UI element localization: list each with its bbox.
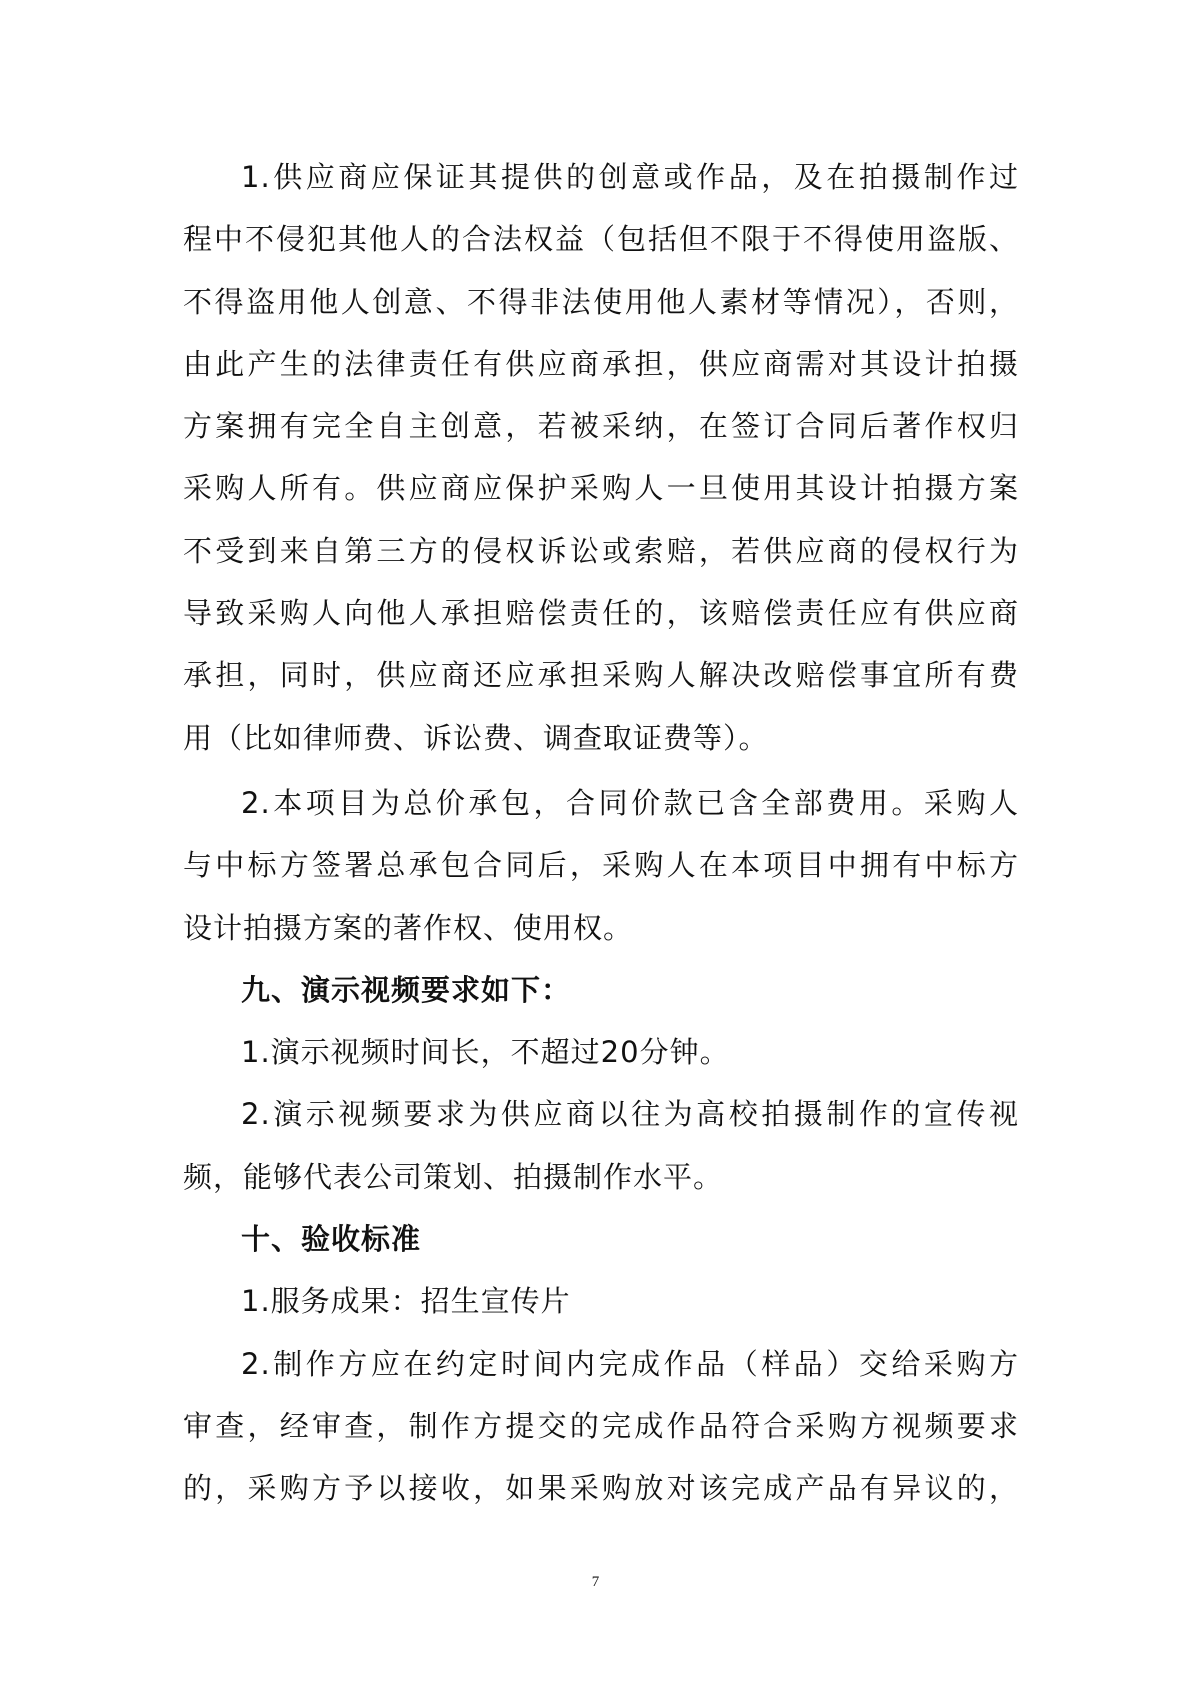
paragraph [183,1021,1019,1083]
text-line: 与中标方签署总承包合同后，采购人在本项目中拥有中标方 [183,848,1019,883]
text-line: 1.服务成果：招生宣传片 [241,1284,571,1319]
document-body [183,146,1019,1520]
text-line: 由此产生的法律责任有供应商承担，供应商需对其设计拍摄 [183,346,1019,381]
text-line: 承担，同时，供应商还应承担采购人解决改赔偿事宜所有费 [183,658,1019,693]
text-line: 2.本项目为总价承包，合同价款已含全部费用。采购人 [241,785,1019,820]
page-number: 7 [591,1574,600,1590]
text-line: 程中不侵犯其他人的合法权益（包括但不限于不得使用盗版、 [183,222,1019,257]
paragraph [183,772,1019,959]
text-line: 采购人所有。供应商应保护采购人一旦使用其设计拍摄方案 [183,471,1019,506]
heading-text: 九、演示视频要求如下： [241,972,572,1007]
paragraph [183,146,1019,769]
text-line: 用（比如律师费、诉讼费、调查取证费等）。 [183,720,769,755]
text-line: 频，能够代表公司策划、拍摄制作水平。 [183,1159,724,1194]
text-line: 不得盗用他人创意、不得非法使用他人素材等情况），否则， [183,284,1019,319]
text-line: 不受到来自第三方的侵权诉讼或索赔，若供应商的侵权行为 [183,533,1019,568]
paragraph [183,1333,1019,1520]
paragraph [183,1083,1019,1208]
heading-text: 十、验收标准 [241,1222,422,1257]
section-heading [183,959,1019,1021]
text-line: 1.演示视频时间长，不超过20分钟。 [241,1035,730,1070]
text-line: 2.演示视频要求为供应商以往为高校拍摄制作的宣传视 [241,1097,1019,1132]
text-line: 导致采购人向他人承担赔偿责任的，该赔偿责任应有供应商 [183,596,1019,631]
text-line: 方案拥有完全自主创意，若被采纳，在签订合同后著作权归 [183,409,1019,444]
text-line: 审查，经审查，制作方提交的完成作品符合采购方视频要求 [183,1408,1019,1443]
text-line: 设计拍摄方案的著作权、使用权。 [183,910,634,945]
paragraph [183,1270,1019,1332]
text-line: 1.供应商应保证其提供的创意或作品，及在拍摄制作过 [241,160,1019,194]
text-line: 的，采购方予以接收，如果采购放对该完成产品有异议的， [183,1471,1019,1506]
text-line: 2.制作方应在约定时间内完成作品（样品）交给采购方 [241,1346,1019,1381]
section-heading [183,1208,1019,1270]
